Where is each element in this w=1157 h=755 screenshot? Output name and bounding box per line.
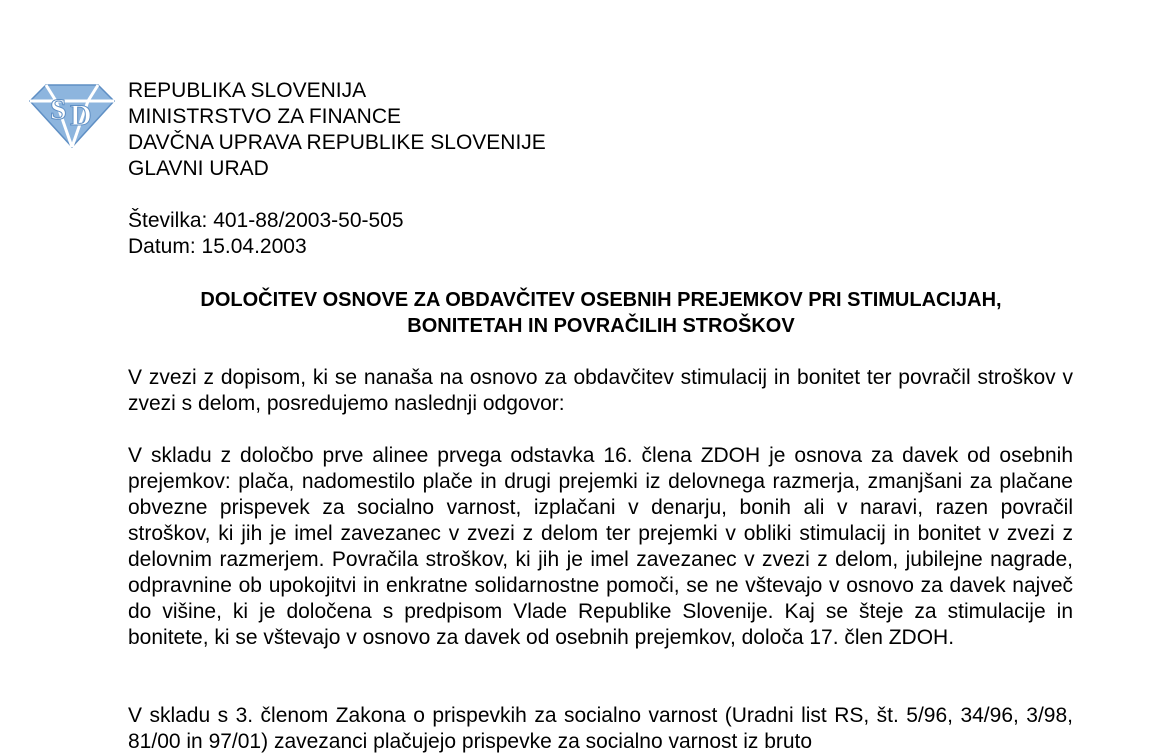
body-paragraph-1: V zvezi z dopisom, ki se nanaša na osnovo za obdavčitev stimulacij in bonitet ter povračil stroškov v zvezi s delom, posredujemo naslednji odgovor: xyxy=(128,366,1073,415)
document-date: Datum: 15.04.2003 xyxy=(128,235,307,258)
document-title xyxy=(128,287,1074,339)
svg-text:D: D xyxy=(70,99,92,132)
svg-text:S: S xyxy=(50,93,67,126)
body-paragraph-2: V skladu z določbo prve alinee prvega odstavka 16. člena ZDOH je osnova za davek od osebnih prejemkov: plača, nadomestilo plače in drugi prejemki iz delovnega razmerja, zmanjšani za plačane obvezne prispevek za socialno varnost, izplačani v denarju, bonih ali v naravi, razen povračil stroškov, ki jih je imel zavezanec v zvezi z delom ter prejemki v obliki stimulacij in bonitet v zvezi z delovnim razmerjem. Povračila stroškov, ki jih je imel zavezanec v zvezi z delom, jubilejne nagrade, odpravnine ob upokojitvi in enkratne solidarnostne pomoči, se ne vštevajo v osnovo za davek največ do višine, ki je določena s predpisom Vlade Republike Slovenije. Kaj se šteje za stimulacije in bonitete, ki se vštevajo v osnovo za davek od osebnih prejemkov, določa 17. člen ZDOH. xyxy=(128,444,1073,649)
header-line-republic: REPUBLIKA SLOVENIJA xyxy=(128,79,367,102)
title-line-1: DOLOČITEV OSNOVE ZA OBDAVČITEV OSEBNIH PREJEMKOV PRI STIMULACIJAH, xyxy=(200,289,1002,311)
body-paragraph-3: V skladu s 3. členom Zakona o prispevkih za socialno varnost (Uradni list RS, št. 5/96, 34/96, 3/98, 81/00 in 97/01) zavezanci plačujejo prispevke za socialno varnost iz bruto xyxy=(128,704,1073,753)
header-line-main-office: GLAVNI URAD xyxy=(128,157,269,180)
dursi-diamond-logo-icon xyxy=(28,79,116,149)
title-line-2: BONITETAH IN POVRAČILIH STROŠKOV xyxy=(407,315,795,337)
header-line-tax-office: DAVČNA UPRAVA REPUBLIKE SLOVENIJE xyxy=(128,131,546,154)
document-meta xyxy=(128,208,404,260)
letterhead xyxy=(128,78,546,182)
header-line-ministry: MINISTRSTVO ZA FINANCE xyxy=(128,105,402,128)
document-number: Številka: 401-88/2003-50-505 xyxy=(128,209,404,232)
